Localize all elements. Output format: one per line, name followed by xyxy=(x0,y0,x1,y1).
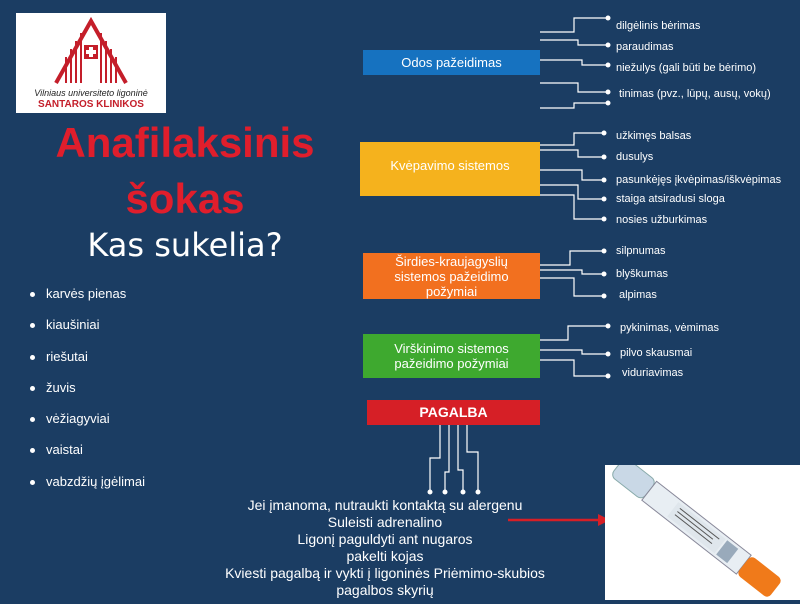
category-cardio xyxy=(363,253,540,299)
skin-item: tinimas (pvz., lūpų, ausų, vokų) xyxy=(619,88,771,100)
skin-item: dilgėlinis bėrimas xyxy=(616,20,701,32)
cause-item: kiaušiniai xyxy=(30,317,145,348)
category-digestive-label: Virškinimo sistemos pažeidimo požymiai xyxy=(394,341,509,371)
help-header-label: PAGALBA xyxy=(419,404,488,420)
help-step: Ligonį paguldyti ant nugaros xyxy=(297,531,473,547)
help-step: Jei įmanoma, nutraukti kontaktą su alergenu xyxy=(247,497,523,513)
category-respiratory xyxy=(360,142,540,196)
help-step: pakelti kojas xyxy=(346,548,424,564)
digestive-item: pilvo skausmai xyxy=(620,347,693,359)
respiratory-item: pasunkėjęs įkvėpimas/iškvėpimas xyxy=(616,174,782,186)
respiratory-item: dusulys xyxy=(616,151,654,163)
category-respiratory-label: Kvėpavimo sistemos xyxy=(390,158,510,173)
cardio-item: blyškumas xyxy=(616,268,668,280)
cause-item: vėžiagyviai xyxy=(30,411,145,442)
adrenaline-autoinjector-icon xyxy=(605,465,800,600)
cause-item: vaistai xyxy=(30,442,145,473)
logo-caption-clinic: SANTAROS KLINIKOS xyxy=(38,99,144,110)
respiratory-item: nosies užburkimas xyxy=(616,214,708,226)
cause-item: vabzdžių įgėlimai xyxy=(30,474,145,505)
cardio-item: silpnumas xyxy=(616,245,666,257)
cause-item: žuvis xyxy=(30,380,145,411)
digestive-item: pykinimas, vėmimas xyxy=(620,322,720,334)
cause-item: riešutai xyxy=(30,349,145,380)
help-step: Suleisti adrenalino xyxy=(327,514,443,530)
help-step: Kviesti pagalbą ir vykti į ligoninės Priėmimo-skubios xyxy=(225,565,545,581)
category-digestive xyxy=(363,334,540,378)
category-skin xyxy=(363,50,540,75)
logo-caption-university: Vilniaus universiteto ligoninė xyxy=(34,88,148,98)
skin-item: paraudimas xyxy=(616,41,674,53)
title-line-2: šokas xyxy=(125,175,245,222)
help-step: pagalbos skyrių xyxy=(336,582,434,598)
skin-item: niežulys (gali būti be bėrimo) xyxy=(616,62,757,74)
help-header xyxy=(367,400,540,425)
respiratory-item: užkimęs balsas xyxy=(616,130,692,142)
category-skin-label: Odos pažeidimas xyxy=(401,55,502,70)
subtitle: Kas sukelia? xyxy=(87,226,283,264)
digestive-item: viduriavimas xyxy=(622,367,684,379)
category-cardio-label: Širdies-kraujagyslių sistemos pažeidimo požymiai xyxy=(394,253,509,299)
respiratory-item: staiga atsiradusi sloga xyxy=(616,193,725,205)
title-line-1: Anafilaksinis xyxy=(55,119,315,166)
cardio-item: alpimas xyxy=(619,289,657,301)
cause-item: karvės pienas xyxy=(30,286,145,317)
